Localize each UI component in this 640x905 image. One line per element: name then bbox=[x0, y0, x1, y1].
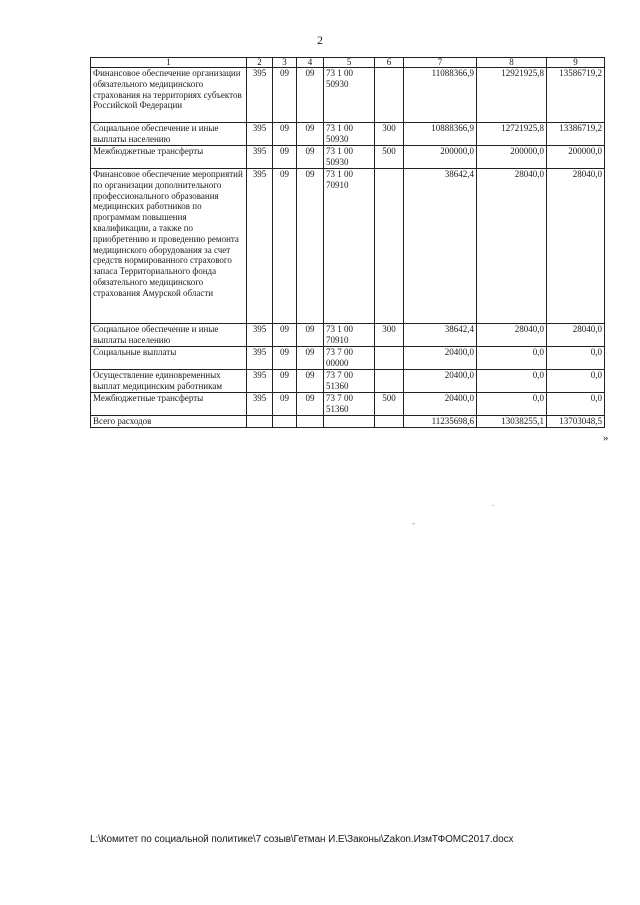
cell-admin: 395 bbox=[247, 68, 273, 123]
cell-amount-col8: 28040,0 bbox=[477, 324, 547, 347]
cell-amount-col8: 0,0 bbox=[477, 347, 547, 370]
cell-section bbox=[273, 416, 297, 428]
cell-subsection: 09 bbox=[297, 324, 324, 347]
cell-target-article: 73 7 00 51360 bbox=[324, 393, 375, 416]
cell-admin: 395 bbox=[247, 146, 273, 169]
row-name: Финансовое обеспечение организации обязательного медицинского страхования на территориях субъектов Российской Федерации bbox=[91, 68, 247, 123]
cell-amount-col7: 200000,0 bbox=[404, 146, 477, 169]
page-number: 2 bbox=[317, 33, 323, 47]
cell-subsection: 09 bbox=[297, 169, 324, 324]
cell-admin: 395 bbox=[247, 370, 273, 393]
cell-subsection: 09 bbox=[297, 68, 324, 123]
cell-subsection: 09 bbox=[297, 347, 324, 370]
stray-mark: . bbox=[492, 498, 495, 508]
header-cell: 9 bbox=[547, 58, 605, 68]
row-name: Социальное обеспечение и иные выплаты населению bbox=[91, 324, 247, 347]
cell-amount-col8: 28040,0 bbox=[477, 169, 547, 324]
cell-section: 09 bbox=[273, 393, 297, 416]
cell-expense-type: 300 bbox=[375, 123, 404, 146]
cell-amount-col7: 11088366,9 bbox=[404, 68, 477, 123]
header-cell: 8 bbox=[477, 58, 547, 68]
total-row bbox=[91, 416, 605, 428]
cell-amount-col9: 0,0 bbox=[547, 393, 605, 416]
cell-expense-type bbox=[375, 370, 404, 393]
header-cell: 1 bbox=[91, 58, 247, 68]
cell-amount-col9: 200000,0 bbox=[547, 146, 605, 169]
table-row bbox=[91, 347, 605, 370]
table-row bbox=[91, 169, 605, 324]
cell-target-article: 73 7 00 51360 bbox=[324, 370, 375, 393]
file-path-footer: L:\Комитет по социальной политике\7 созыв\Гетман И.Е\Законы\Zakon.ИзмТФОМС2017.docx bbox=[90, 834, 514, 845]
cell-amount-col9: 28040,0 bbox=[547, 169, 605, 324]
cell-subsection: 09 bbox=[297, 123, 324, 146]
cell-amount-col8: 13038255,1 bbox=[477, 416, 547, 428]
cell-subsection: 09 bbox=[297, 370, 324, 393]
cell-admin: 395 bbox=[247, 347, 273, 370]
cell-subsection bbox=[297, 416, 324, 428]
cell-amount-col9: 13386719,2 bbox=[547, 123, 605, 146]
cell-amount-col7: 20400,0 bbox=[404, 370, 477, 393]
row-name: Социальное обеспечение и иные выплаты населению bbox=[91, 123, 247, 146]
cell-amount-col9: 0,0 bbox=[547, 347, 605, 370]
cell-subsection: 09 bbox=[297, 146, 324, 169]
cell-admin: 395 bbox=[247, 123, 273, 146]
cell-expense-type bbox=[375, 347, 404, 370]
cell-amount-col7: 10888366,9 bbox=[404, 123, 477, 146]
header-cell: 3 bbox=[273, 58, 297, 68]
cell-admin: 395 bbox=[247, 393, 273, 416]
cell-amount-col7: 20400,0 bbox=[404, 393, 477, 416]
table-row bbox=[91, 324, 605, 347]
cell-amount-col8: 0,0 bbox=[477, 370, 547, 393]
cell-target-article: 73 1 00 50930 bbox=[324, 123, 375, 146]
table-row bbox=[91, 68, 605, 123]
cell-expense-type: 500 bbox=[375, 146, 404, 169]
cell-section: 09 bbox=[273, 169, 297, 324]
cell-amount-col7: 11235698,6 bbox=[404, 416, 477, 428]
row-name: Всего расходов bbox=[91, 416, 247, 428]
cell-amount-col8: 12921925,8 bbox=[477, 68, 547, 123]
header-cell: 7 bbox=[404, 58, 477, 68]
row-name: Финансовое обеспечение мероприятий по организации дополнительного профессионального образования медицинских работников по программам повышения квалификации, а также по приобретению и проведению ремонта медицинского оборудования за счет средств нормированного страхового запаса Территориального фонда обязательного медицинского страхования Амурской области bbox=[91, 169, 247, 324]
cell-target-article: 73 1 00 70910 bbox=[324, 169, 375, 324]
cell-amount-col8: 200000,0 bbox=[477, 146, 547, 169]
cell-amount-col9: 0,0 bbox=[547, 370, 605, 393]
cell-section: 09 bbox=[273, 324, 297, 347]
cell-section: 09 bbox=[273, 68, 297, 123]
cell-amount-col8: 12721925,8 bbox=[477, 123, 547, 146]
cell-amount-col9: 13586719,2 bbox=[547, 68, 605, 123]
cell-amount-col7: 38642,4 bbox=[404, 324, 477, 347]
cell-admin: 395 bbox=[247, 324, 273, 347]
cell-amount-col8: 0,0 bbox=[477, 393, 547, 416]
cell-amount-col9: 13703048,5 bbox=[547, 416, 605, 428]
stray-mark: - bbox=[412, 518, 415, 528]
row-name: Осуществление единовременных выплат медицинским работникам bbox=[91, 370, 247, 393]
cell-target-article: 73 1 00 50930 bbox=[324, 68, 375, 123]
table-row bbox=[91, 123, 605, 146]
cell-target-article bbox=[324, 416, 375, 428]
cell-section: 09 bbox=[273, 347, 297, 370]
row-name: Межбюджетные трансферты bbox=[91, 146, 247, 169]
cell-amount-col7: 38642,4 bbox=[404, 169, 477, 324]
cell-subsection: 09 bbox=[297, 393, 324, 416]
table-row bbox=[91, 393, 605, 416]
cell-expense-type bbox=[375, 169, 404, 324]
cell-target-article: 73 1 00 50930 bbox=[324, 146, 375, 169]
cell-admin: 395 bbox=[247, 169, 273, 324]
cell-section: 09 bbox=[273, 123, 297, 146]
table-row bbox=[91, 146, 605, 169]
header-cell: 2 bbox=[247, 58, 273, 68]
cell-expense-type: 300 bbox=[375, 324, 404, 347]
cell-section: 09 bbox=[273, 370, 297, 393]
table-row bbox=[91, 370, 605, 393]
budget-table bbox=[90, 57, 605, 428]
header-row bbox=[91, 58, 605, 68]
cell-expense-type bbox=[375, 416, 404, 428]
cell-target-article: 73 7 00 00000 bbox=[324, 347, 375, 370]
closing-quote: » bbox=[603, 432, 609, 444]
row-name: Социальные выплаты bbox=[91, 347, 247, 370]
row-name: Межбюджетные трансферты bbox=[91, 393, 247, 416]
cell-amount-col9: 28040,0 bbox=[547, 324, 605, 347]
cell-target-article: 73 1 00 70910 bbox=[324, 324, 375, 347]
cell-section: 09 bbox=[273, 146, 297, 169]
cell-admin bbox=[247, 416, 273, 428]
header-cell: 6 bbox=[375, 58, 404, 68]
cell-expense-type: 500 bbox=[375, 393, 404, 416]
header-cell: 5 bbox=[324, 58, 375, 68]
header-cell: 4 bbox=[297, 58, 324, 68]
cell-amount-col7: 20400,0 bbox=[404, 347, 477, 370]
cell-expense-type bbox=[375, 68, 404, 123]
